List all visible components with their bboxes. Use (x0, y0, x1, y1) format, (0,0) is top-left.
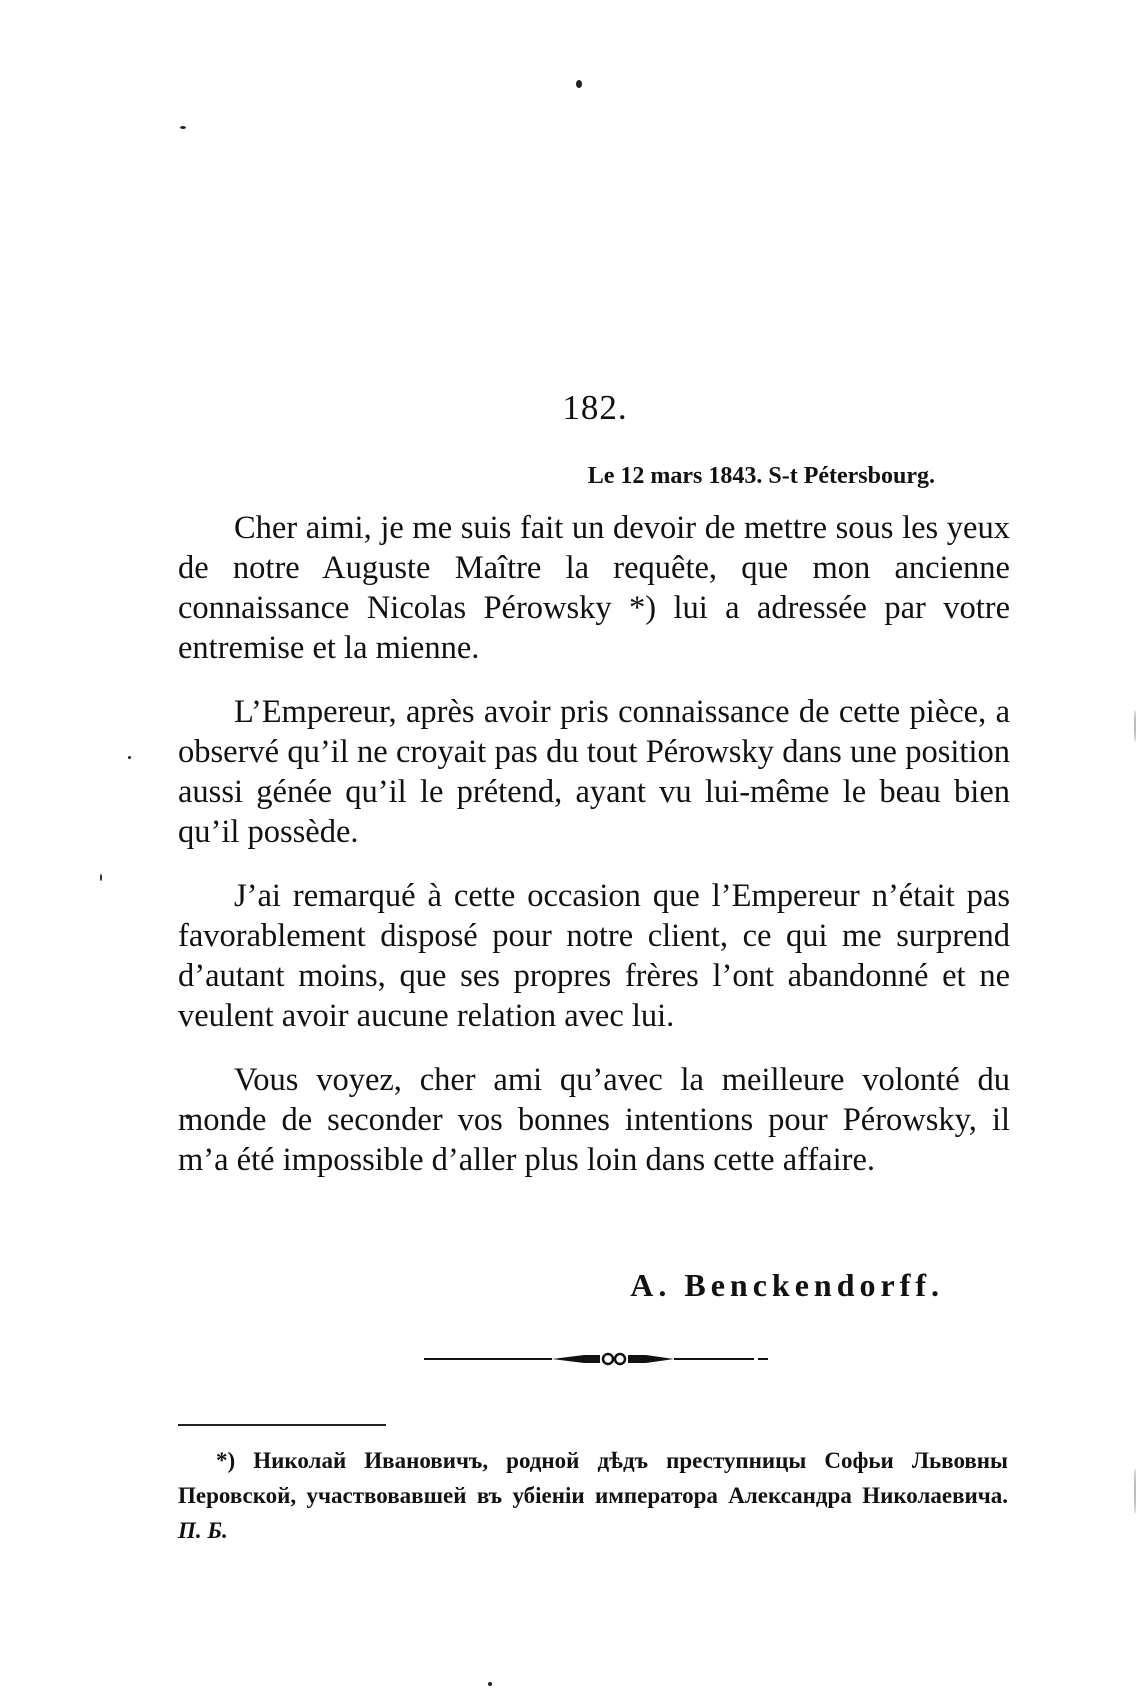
ornament-divider (424, 1350, 768, 1368)
signature: A. Benckendorff. (630, 1267, 944, 1303)
footnote (178, 1443, 1008, 1548)
paragraph: Cher aimi, je me suis fait un devoir de mettre sous les yeux de notre Auguste Maître la requête, que mon ancienne connaissance Nicolas Pérowsky *) lui a adressée par votre entremise et la mienne. (178, 510, 1010, 666)
scan-speck (128, 756, 131, 759)
scan-speck (1134, 710, 1136, 742)
footnote-text: Николай Ивановичъ, родной дѣдъ преступницы Софьи Львовны Перовской, участвовавшей въ убіеніи императора Александра Николаевича. (178, 1448, 1009, 1508)
scan-speck (488, 1682, 492, 1686)
scan-speck (180, 126, 186, 129)
page-number: 182. (562, 388, 628, 427)
footnote-initials: П. Б. (178, 1518, 228, 1543)
scan-speck (100, 874, 102, 881)
paragraph: Vous voyez, cher ami qu’avec la meilleure volonté du monde de seconder vos bonnes intentions pour Pérowsky, il m’a été impossible d’aller plus loin dans cette affaire. (178, 1062, 1010, 1178)
letter-body (178, 508, 1010, 1204)
paragraph: J’ai remarqué à cette occasion que l’Empereur n’était pas favorablement disposé pour notre client, ce qui me surprend d’autant moins, que ses propres frères l’ont abandonné et ne veulent avoir aucune relation avec lui. (178, 878, 1010, 1034)
footnote-rule (178, 1424, 386, 1426)
dateline: Le 12 mars 1843. S-t Pétersbourg. (587, 463, 935, 489)
scan-speck (576, 80, 582, 88)
paragraph: L’Empereur, après avoir pris connaissance de cette pièce, a observé qu’il ne croyait pas du tout Pérowsky dans une position aussi génée qu’il le prétend, ayant vu lui-même le beau bien qu’il possède. (178, 694, 1010, 850)
scan-speck (1134, 1468, 1136, 1514)
footnote-marker: *) (216, 1448, 236, 1473)
